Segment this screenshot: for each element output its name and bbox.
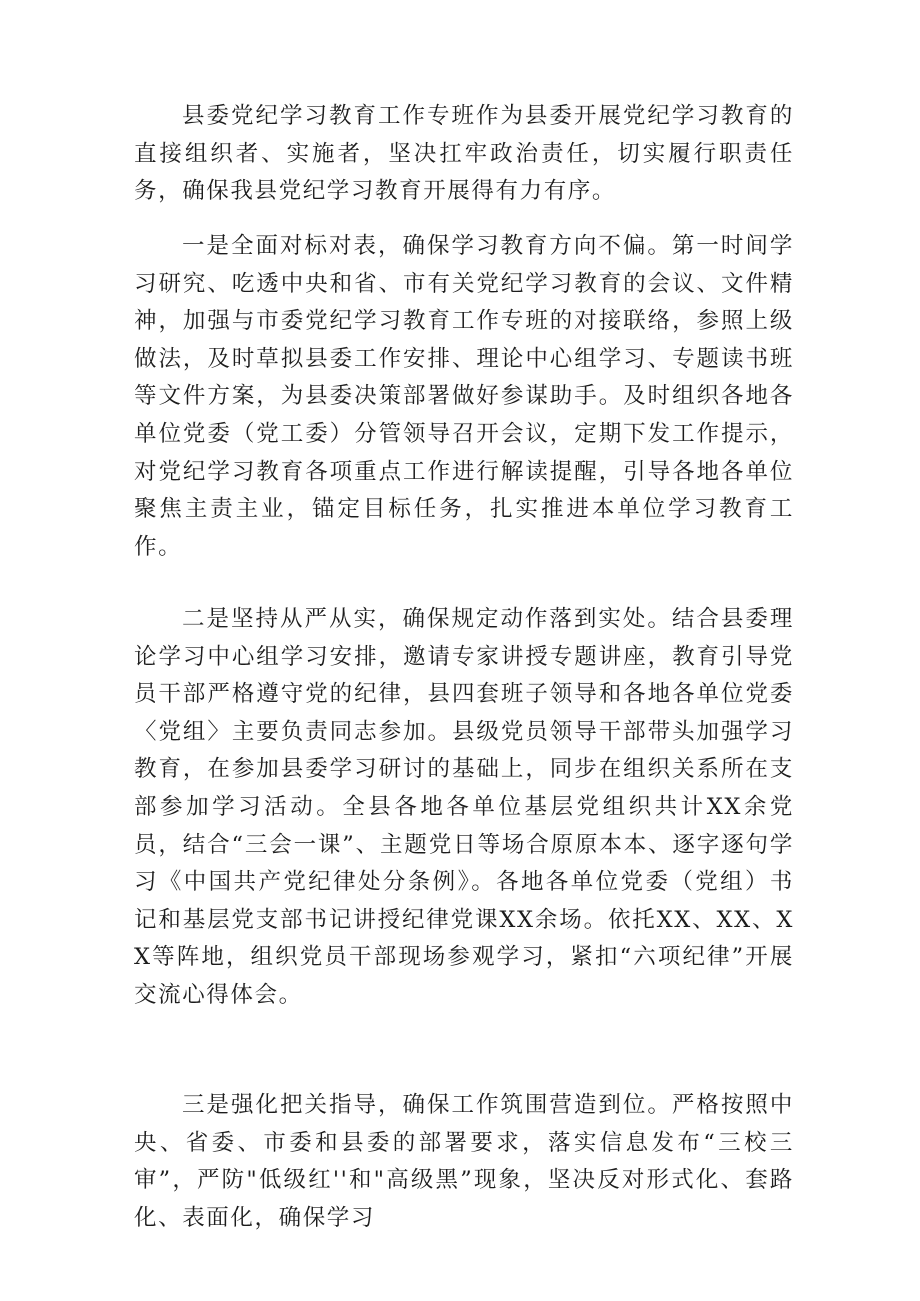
paragraph-point-two: 二是坚持从严从实，确保规定动作落到实处。结合县委理论学习中心组学习安排，邀请专家讲授专题讲座，教育引导党员干部严格遵守党的纪律，县四套班子领导和各地各单位党委〈党组〉主要负责同志参加。县级党员领导干部带头加强学习教育，在参加县委学习研讨的基础上，同步在组织关系所在支部参加学习活动。全县各地各单位基层党组织共计XX余党员，结合“三会一课”、主题党日等场合原原本本、逐字逐句学习《中国共产党纪律处分条例》。各地各单位党委（党组）书记和基层党支部书记讲授纪律党课XX余场。依托XX、XX、XX等阵地，组织党员干部现场参观学习，紧扣“六项纪律”开展交流心得体会。 xyxy=(134,606,794,1008)
paragraph-intro: 县委党纪学习教育工作专班作为县委开展党纪学习教育的直接组织者、实施者，坚决扛牢政治责任，切实履行职责任务，确保我县党纪学习教育开展得有力有序。 xyxy=(134,103,794,205)
paragraph-point-three: 三是强化把关指导，确保工作筑围营造到位。严格按照中央、省委、市委和县委的部署要求，落实信息发布“三校三审”，严防"低级红''和"高级黑”现象，坚决反对形式化、套路化、表面化，确保学习 xyxy=(134,1092,794,1231)
paragraph-point-one: 一是全面对标对表，确保学习教育方向不偏。第一时间学习研究、吃透中央和省、市有关党纪学习教育的会议、文件精神，加强与市委党纪学习教育工作专班的对接联络，参照上级做法，及时草拟县委工作安排、理论中心组学习、专题读书班等文件方案，为县委决策部署做好参谋助手。及时组织各地各单位党委（党工委）分管领导召开会议，定期下发工作提示，对党纪学习教育各项重点工作进行解读提醒，引导各地各单位聚焦主责主业，锚定目标任务，扎实推进本单位学习教育工作。 xyxy=(134,233,794,560)
